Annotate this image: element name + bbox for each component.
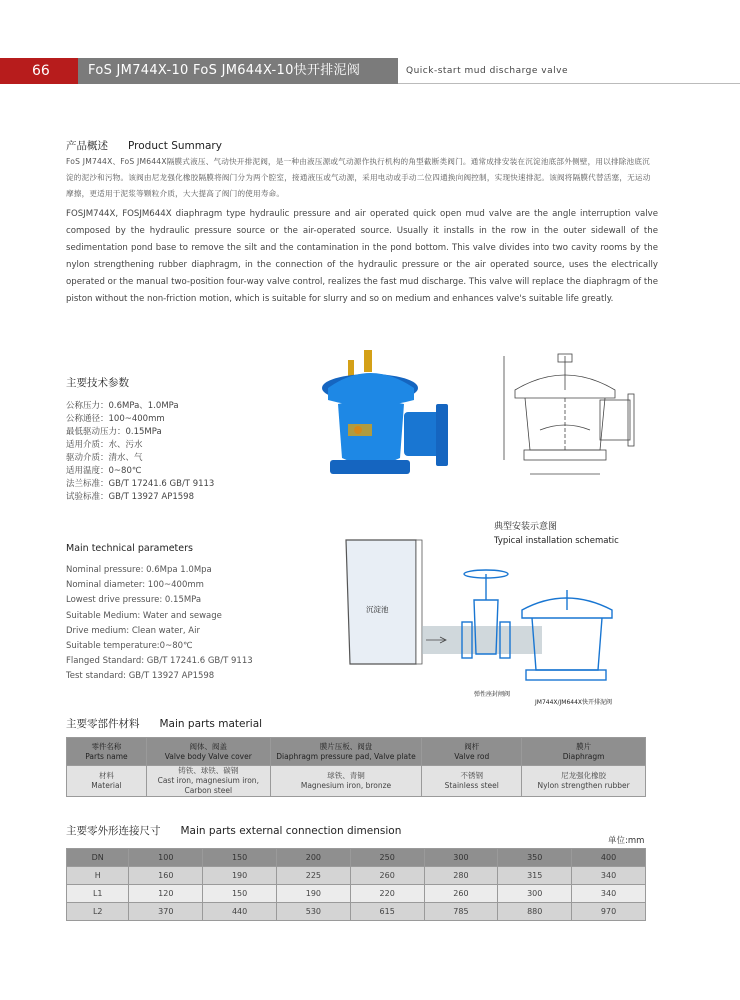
materials-cell-en: Material xyxy=(91,781,122,790)
materials-table xyxy=(66,737,646,797)
tech-param-en-line: Nominal pressure: 0.6Mpa 1.0Mpa xyxy=(66,565,212,575)
dimensions-cell: 200 xyxy=(276,849,350,867)
outlet-flange xyxy=(436,404,448,466)
materials-cell-en: Valve body Valve cover xyxy=(164,751,252,761)
materials-cell-en: Cast iron, magnesium iron, Carbon steel xyxy=(157,776,259,795)
dimensions-row xyxy=(67,867,646,885)
tech-heading-en: Main technical parameters xyxy=(66,543,193,554)
dimensions-cell: 120 xyxy=(129,885,203,903)
tech-param-cn-line: 适用介质：水、污水 xyxy=(66,440,143,450)
dimensions-cell: 160 xyxy=(129,867,203,885)
tech-param-cn-line: 最低驱动压力：0.15MPa xyxy=(66,427,162,437)
materials-cell xyxy=(522,738,646,766)
drawing-base-flange xyxy=(524,450,606,460)
mud-valve-base xyxy=(526,670,606,680)
dimensions-cell: 150 xyxy=(203,885,277,903)
materials-cell-cn: 球铁、青铜 xyxy=(327,771,365,780)
brass-fitting-top xyxy=(364,350,372,372)
label-plate xyxy=(348,424,372,436)
materials-cell-en: Diaphragm pressure pad, Valve plate xyxy=(276,751,416,761)
dimensions-row xyxy=(67,885,646,903)
materials-cell-cn: 不锈钢 xyxy=(460,771,484,780)
valve-technical-drawing xyxy=(490,350,640,490)
tech-param-en-line: Lowest drive pressure: 0.15MPa xyxy=(66,595,202,606)
schematic-title-cn: 典型安装示意图 xyxy=(494,522,558,532)
dimensions-cell: H xyxy=(67,867,129,885)
mud-valve-body xyxy=(532,618,602,670)
dimensions-cell: 190 xyxy=(203,867,277,885)
tech-params-cn xyxy=(66,400,214,504)
materials-cell xyxy=(422,738,522,766)
tech-param-cn-line: 驱动介质：清水、气 xyxy=(66,453,143,463)
dimensions-cell: 190 xyxy=(276,885,350,903)
header-rule xyxy=(398,83,740,84)
materials-cell-cn: 铸铁、球铁、碳钢 xyxy=(178,766,239,775)
dimensions-cell: 880 xyxy=(498,903,572,921)
valve-photo xyxy=(318,348,468,498)
dimensions-row xyxy=(67,903,646,921)
installation-schematic xyxy=(336,530,636,710)
dimensions-cell: 225 xyxy=(276,867,350,885)
dimensions-cell: 530 xyxy=(276,903,350,921)
dimensions-row xyxy=(67,849,646,867)
drawing-outlet-flange xyxy=(628,394,634,446)
dimensions-cell: L1 xyxy=(67,885,129,903)
dimensions-cell: 370 xyxy=(129,903,203,921)
tech-param-en-line: Suitable Medium: Water and sewage xyxy=(66,610,222,621)
dimensions-cell: 615 xyxy=(350,903,424,921)
tech-param-en-line: Suitable temperature:0~80℃ xyxy=(66,641,193,652)
dimensions-cell: DN xyxy=(67,849,129,867)
materials-cell-cn: 尼龙强化橡胶 xyxy=(561,771,607,780)
dimensions-cell: 100 xyxy=(129,849,203,867)
dimensions-cell: 300 xyxy=(498,885,572,903)
materials-heading-en: Main parts material xyxy=(159,718,263,730)
dimensions-heading xyxy=(66,823,401,838)
dimensions-cell: 260 xyxy=(350,867,424,885)
materials-cell xyxy=(146,738,270,766)
materials-cell-cn: 膜片压板、阀盘 xyxy=(319,741,373,751)
dimensions-cell: 340 xyxy=(572,885,646,903)
page-number: 66 xyxy=(0,58,78,84)
summary-heading-en: Product Summary xyxy=(128,140,222,152)
dimensions-cell: 300 xyxy=(424,849,498,867)
dimensions-heading-cn: 主要零外形连接尺寸 xyxy=(66,825,161,837)
materials-cell-cn: 阀杆 xyxy=(464,741,480,751)
dimensions-cell: 315 xyxy=(498,867,572,885)
tech-param-cn-line: 公称通径：100~400mm xyxy=(66,414,165,424)
tank-label: 沉淀池 xyxy=(366,605,389,614)
tech-heading-cn: 主要技术参数 xyxy=(66,377,129,389)
schematic-title-en: Typical installation schematic xyxy=(494,536,619,546)
materials-cell-cn: 零件名称 xyxy=(91,741,122,751)
tech-param-cn-line: 公称压力：0.6MPa、1.0MPa xyxy=(66,401,179,411)
materials-cell xyxy=(422,766,522,797)
materials-cell xyxy=(522,766,646,797)
dimensions-cell: 785 xyxy=(424,903,498,921)
tech-param-cn-line: 法兰标准：GB/T 17241.6 GB/T 9113 xyxy=(66,479,215,489)
materials-cell-en: Magnesium iron, bronze xyxy=(300,781,392,790)
materials-cell-en: Stainless steel xyxy=(444,781,499,790)
materials-row xyxy=(67,738,646,766)
summary-heading-cn: 产品概述 xyxy=(66,140,108,152)
bottom-flange xyxy=(330,460,410,474)
gate-valve-label: 弹性座封闸阀 xyxy=(474,691,511,698)
page-header xyxy=(0,58,740,84)
materials-row xyxy=(67,766,646,797)
summary-heading xyxy=(66,138,222,153)
dimensions-cell: 970 xyxy=(572,903,646,921)
dimensions-cell: 400 xyxy=(572,849,646,867)
summary-text-en: FOSJM744X, FOSJM644X diaphragm type hydraulic pressure and air operated quick open mud valve are the angle interruption valve composed by the hydraulic pressure source or the air-operated source. Usually it installs in the row in the outer sidewall of the sedimentation pond base to remove the silt and the contamination in the pond bottom. This valve divides into two cavity rooms by the nylon strengthening rubber diaphragm, in the connection of the hydraulic pressure or the air operated source, uses the electrically operated or the manual two-position four-way valve control, realizes the fast mud discharge. This valve will replace the diaphragm of the piston without the non-friction motion, which is suitable for slurry and so on medium and enhances valve's suitable life greatly. xyxy=(66,209,658,304)
tank-wall xyxy=(416,540,422,664)
tech-params-en xyxy=(66,563,253,685)
dimensions-cell: 350 xyxy=(498,849,572,867)
materials-heading-cn: 主要零部件材料 xyxy=(66,718,140,730)
tech-param-en-line: Test standard: GB/T 13927 AP1598 xyxy=(66,671,215,682)
header-subtitle: Quick-start mud discharge valve xyxy=(406,66,568,76)
materials-cell xyxy=(67,738,147,766)
materials-cell-en: Nylon strengthen rubber xyxy=(537,781,630,790)
materials-heading xyxy=(66,716,262,731)
materials-cell xyxy=(270,766,422,797)
dimensions-cell: 150 xyxy=(203,849,277,867)
unit-label: 单位:mm xyxy=(608,836,645,846)
materials-cell-cn: 材料 xyxy=(98,771,114,780)
materials-cell-cn: 阀体、阀盖 xyxy=(189,741,228,751)
tech-param-en-line: Nominal diameter: 100~400mm xyxy=(66,580,204,591)
tech-param-en-line: Flanged Standard: GB/T 17241.6 GB/T 9113 xyxy=(66,656,253,667)
sedimentation-tank xyxy=(346,540,416,664)
tech-param-cn-line: 试验标准：GB/T 13927 AP1598 xyxy=(66,492,194,502)
dimensions-cell: 440 xyxy=(203,903,277,921)
materials-cell xyxy=(67,766,147,797)
dimensions-cell: 280 xyxy=(424,867,498,885)
materials-cell xyxy=(270,738,422,766)
tech-param-en-line: Drive medium: Clean water, Air xyxy=(66,625,200,636)
materials-cell xyxy=(146,766,270,797)
materials-cell-en: Diaphragm xyxy=(562,751,605,761)
outlet-neck xyxy=(404,412,440,456)
materials-cell-cn: 膜片 xyxy=(576,741,592,751)
tech-param-cn-line: 适用温度：0~80℃ xyxy=(66,466,142,476)
summary-text-cn: FoS JM744X、FoS JM644X隔膜式液压、气动快开排泥阀，是一种由液压源或气动源作执行机构的角型截断类阀门。通常成排安装在沉淀池底部外侧壁，用以排除池底沉淀的泥沙和污物。该阀由尼龙强化橡胶隔膜将阀门分为两个腔室，接通液压或气动源，采用电动或手动二位四通换向阀控制，实现快速排泥。该阀将隔膜代替活塞，无运动摩擦，更适用于泥浆等颗粒介质，大大提高了阀门的使用寿命。 xyxy=(66,157,651,198)
dimensions-heading-en: Main parts external connection dimension xyxy=(180,825,402,837)
dimensions-cell: 220 xyxy=(350,885,424,903)
materials-cell-en: Parts name xyxy=(85,751,128,761)
materials-cell-en: Valve rod xyxy=(454,751,490,761)
header-title: FoS JM744X-10 FoS JM644X-10快开排泥阀 xyxy=(88,63,361,78)
dimensions-cell: 250 xyxy=(350,849,424,867)
dimensions-cell: 260 xyxy=(424,885,498,903)
mud-valve-label: JM744X/JM644X快开排泥阀 xyxy=(535,699,613,706)
dimensions-cell: 340 xyxy=(572,867,646,885)
dimensions-cell: L2 xyxy=(67,903,129,921)
dimensions-table xyxy=(66,848,646,921)
